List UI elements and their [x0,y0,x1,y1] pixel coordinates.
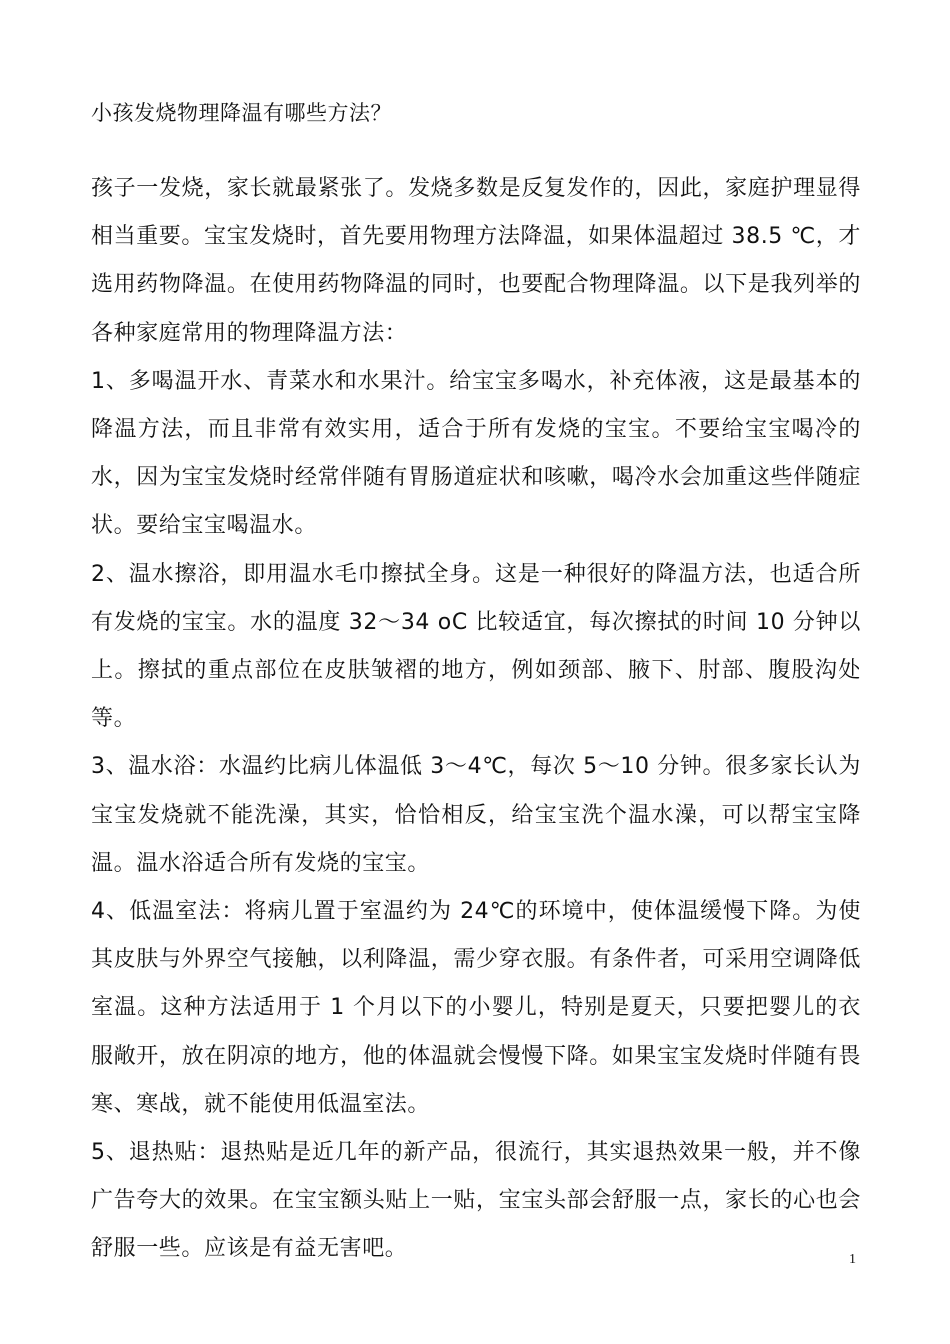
paragraph-method-3: 3、温水浴：水温约比病儿体温低 3～4℃，每次 5～10 分钟。很多家长认为宝宝发烧就不能洗澡，其实，恰恰相反，给宝宝洗个温水澡，可以帮宝宝降温。温水浴适合所有发烧的宝宝。 [91,754,861,876]
paragraph-intro: 孩子一发烧，家长就最紧张了。发烧多数是反复发作的，因此，家庭护理显得相当重要。宝宝发烧时，首先要用物理方法降温，如果体温超过 38.5 ℃，才选用药物降温。在使用药物降温的同时，也要配合物理降温。以下是我列举的各种家庭常用的物理降温方法： [91,176,861,346]
paragraph-method-1: 1、多喝温开水、青菜水和水果汁。给宝宝多喝水，补充体液，这是最基本的降温方法，而且非常有效实用，适合于所有发烧的宝宝。不要给宝宝喝冷的水，因为宝宝发烧时经常伴随有胃肠道症状和咳嗽，喝冷水会加重这些伴随症状。要给宝宝喝温水。 [91,368,861,539]
document-title: 小孩发烧物理降温有哪些方法？ [91,101,392,125]
document-body [91,165,861,1274]
page-number: 1 [849,1252,856,1267]
paragraph-method-5: 5、退热贴：退热贴是近几年的新产品，很流行，其实退热效果一般，并不像广告夸大的效果。在宝宝额头贴上一贴，宝宝头部会舒服一点，家长的心也会舒服一些。应该是有益无害吧。 [91,1140,861,1262]
paragraph-method-2: 2、温水擦浴，即用温水毛巾擦拭全身。这是一种很好的降温方法，也适合所有发烧的宝宝。水的温度 32～34 oC 比较适宜，每次擦拭的时间 10 分钟以上。擦拭的重点部位在皮肤皱褶的地方，例如颈部、腋下、肘部、腹股沟处等。 [91,561,861,732]
paragraph-method-4: 4、低温室法：将病儿置于室温约为 24℃的环境中，使体温缓慢下降。为使其皮肤与外界空气接触，以利降温，需少穿衣服。有条件者，可采用空调降低室温。这种方法适用于 1 个月以下的小婴儿，特别是夏天，只要把婴儿的衣服敞开，放在阴凉的地方，他的体温就会慢慢下降。如果宝宝发烧时伴随有畏寒、寒战，就不能使用低温室法。 [91,899,861,1117]
